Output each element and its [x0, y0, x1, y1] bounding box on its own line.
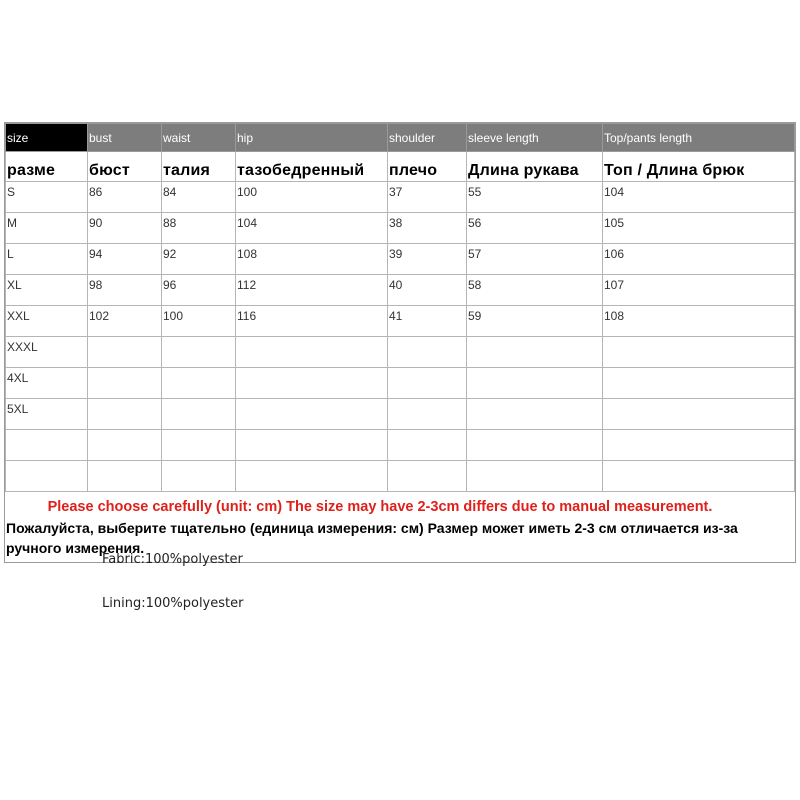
cell-sleeve-length [467, 430, 603, 461]
cell-sleeve-length: Длина рукава [467, 152, 603, 182]
cell-length: Top/pants length [603, 124, 795, 152]
cell-waist: 88 [162, 213, 236, 244]
cell-sleeve-length [467, 337, 603, 368]
table-row [6, 430, 795, 461]
cell-hip: тазобедренный [236, 152, 388, 182]
cell-bust: 86 [88, 182, 162, 213]
cell-length: 108 [603, 306, 795, 337]
cell-length [603, 337, 795, 368]
cell-bust: 98 [88, 275, 162, 306]
cell-shoulder: 37 [388, 182, 467, 213]
cell-shoulder: 39 [388, 244, 467, 275]
size-chart [4, 122, 796, 563]
cell-shoulder [388, 399, 467, 430]
cell-size: 4XL [6, 368, 88, 399]
cell-sleeve-length [467, 368, 603, 399]
cell-bust: bust [88, 124, 162, 152]
cell-sleeve-length [467, 461, 603, 492]
cell-hip [236, 337, 388, 368]
cell-shoulder: 41 [388, 306, 467, 337]
cell-size: size [6, 124, 88, 152]
cell-sleeve-length: sleeve length [467, 124, 603, 152]
table-row [6, 368, 795, 399]
cell-size: L [6, 244, 88, 275]
cell-waist [162, 461, 236, 492]
table-row [6, 213, 795, 244]
note-english: Please choose carefully (unit: cm) The size may have 2-3cm differs due to manual measurement. [47, 499, 713, 515]
cell-shoulder [388, 368, 467, 399]
table-row [6, 182, 795, 213]
cell-length: 104 [603, 182, 795, 213]
cell-length [603, 430, 795, 461]
table-row [6, 399, 795, 430]
table-row [6, 244, 795, 275]
cell-hip: hip [236, 124, 388, 152]
cell-hip: 104 [236, 213, 388, 244]
cell-length: 105 [603, 213, 795, 244]
cell-waist [162, 337, 236, 368]
cell-bust [88, 337, 162, 368]
note-russian: Пожалуйста, выберите тщательно (единица измерения: см) Размер может иметь 2-3 см отличается из-за ручного измерения. [6, 520, 738, 556]
cell-waist: 96 [162, 275, 236, 306]
table-row [6, 461, 795, 492]
cell-length: 106 [603, 244, 795, 275]
cell-length: 107 [603, 275, 795, 306]
cell-waist [162, 430, 236, 461]
cell-bust [88, 461, 162, 492]
cell-shoulder: shoulder [388, 124, 467, 152]
cell-bust: 102 [88, 306, 162, 337]
header-row-russian [6, 152, 795, 182]
cell-shoulder [388, 461, 467, 492]
cell-sleeve-length [467, 399, 603, 430]
lining-info: Lining:100%polyester [102, 596, 244, 611]
cell-shoulder [388, 430, 467, 461]
cell-bust: 90 [88, 213, 162, 244]
cell-bust [88, 368, 162, 399]
cell-size [6, 461, 88, 492]
cell-hip [236, 461, 388, 492]
cell-size: 5XL [6, 399, 88, 430]
cell-sleeve-length: 55 [467, 182, 603, 213]
size-table [5, 123, 795, 492]
cell-hip: 108 [236, 244, 388, 275]
table-row [6, 275, 795, 306]
cell-bust [88, 399, 162, 430]
cell-waist: 84 [162, 182, 236, 213]
cell-shoulder: 38 [388, 213, 467, 244]
table-row [6, 337, 795, 368]
header-row-english [6, 124, 795, 152]
cell-waist [162, 368, 236, 399]
cell-sleeve-length: 58 [467, 275, 603, 306]
cell-sleeve-length: 56 [467, 213, 603, 244]
cell-bust [88, 430, 162, 461]
cell-hip: 112 [236, 275, 388, 306]
cell-bust: 94 [88, 244, 162, 275]
cell-hip: 100 [236, 182, 388, 213]
cell-size: XXL [6, 306, 88, 337]
cell-length: Топ / Длина брюк [603, 152, 795, 182]
cell-hip [236, 399, 388, 430]
cell-shoulder [388, 337, 467, 368]
cell-hip [236, 430, 388, 461]
cell-size: XL [6, 275, 88, 306]
cell-waist: waist [162, 124, 236, 152]
cell-hip: 116 [236, 306, 388, 337]
cell-hip [236, 368, 388, 399]
table-row [6, 306, 795, 337]
cell-sleeve-length: 59 [467, 306, 603, 337]
cell-length [603, 461, 795, 492]
cell-size: разме [6, 152, 88, 182]
cell-size: XXXL [6, 337, 88, 368]
cell-length [603, 399, 795, 430]
fabric-info: Fabric:100%polyester [102, 552, 243, 567]
cell-size: M [6, 213, 88, 244]
cell-shoulder: 40 [388, 275, 467, 306]
cell-waist: 92 [162, 244, 236, 275]
cell-length [603, 368, 795, 399]
cell-size [6, 430, 88, 461]
cell-waist: талия [162, 152, 236, 182]
cell-bust: бюст [88, 152, 162, 182]
cell-sleeve-length: 57 [467, 244, 603, 275]
cell-waist: 100 [162, 306, 236, 337]
cell-shoulder: плечо [388, 152, 467, 182]
cell-waist [162, 399, 236, 430]
cell-size: S [6, 182, 88, 213]
